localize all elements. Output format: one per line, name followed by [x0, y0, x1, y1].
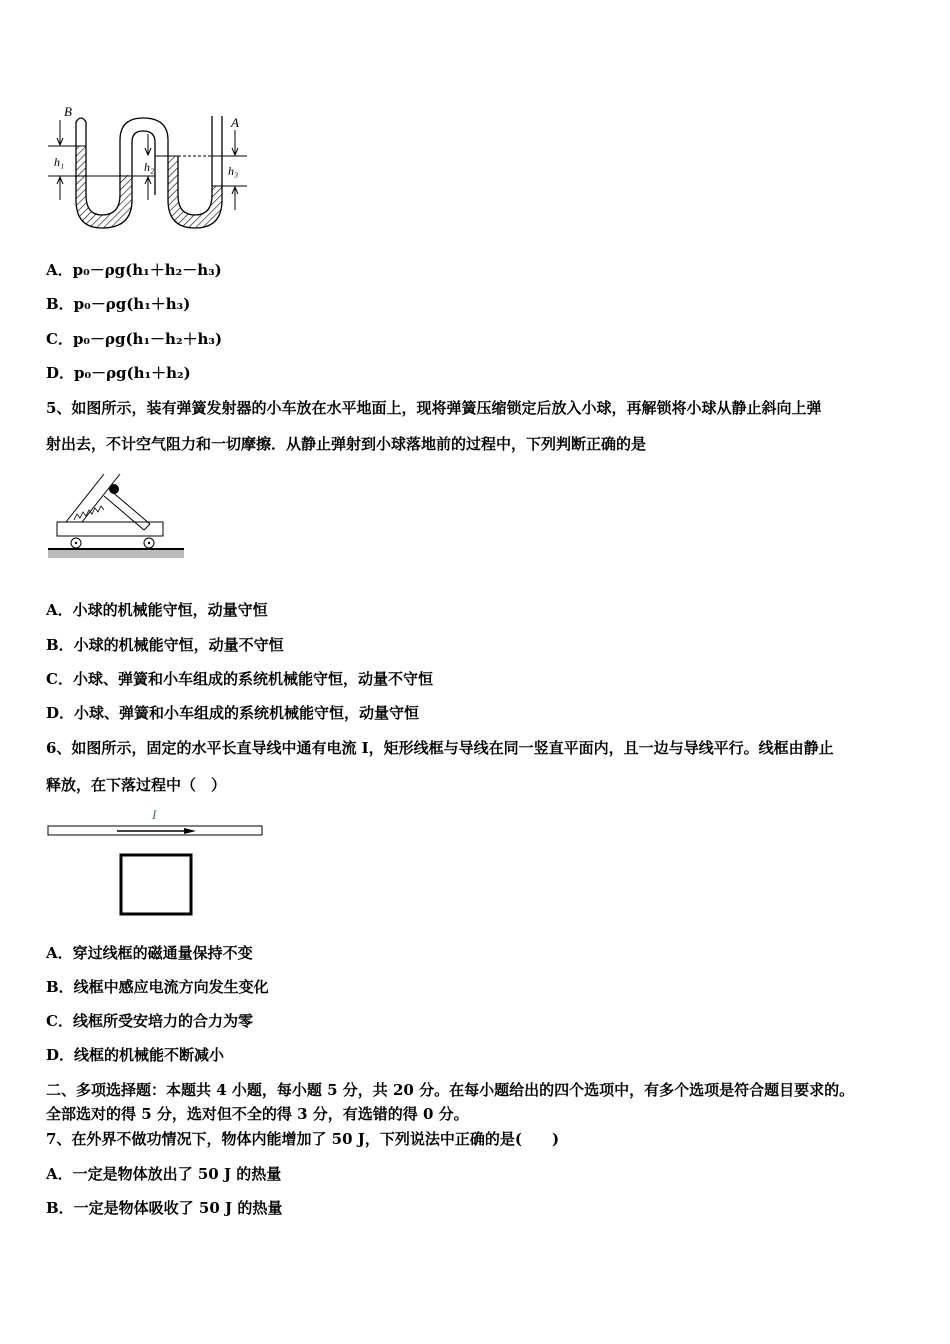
section2-heading-line2: 全部选对的得 5 分，选对但不全的得 3 分，有选错的得 0 分。 [46, 1105, 469, 1123]
label-h2: h₂ [144, 160, 155, 174]
u-tube-figure [40, 100, 260, 245]
spring-cart-figure [44, 466, 189, 561]
label-h3: h₃ [228, 164, 239, 178]
label-b: B [64, 104, 72, 119]
section2-heading-line1: 二、多项选择题：本题共 4 小题，每小题 5 分，共 20 分。在每小题给出的四个选项中，有多个选项是符合题目要求的。 [46, 1081, 855, 1099]
q6-stem-line2: 释放，在下落过程中（ ） [46, 776, 227, 794]
q4-option-a[interactable]: A．p₀－ρg(h₁＋h₂－h₃) [46, 261, 222, 279]
q5-option-d[interactable]: D．小球、弹簧和小车组成的系统机械能守恒，动量守恒 [46, 704, 420, 722]
label-h1: h₁ [54, 155, 65, 169]
label-a: A [231, 115, 239, 130]
q6-stem-line1: 6、如图所示，固定的水平长直导线中通有电流 I，矩形线框与导线在同一竖直平面内，且一边与导线平行。线框由静止 [46, 739, 834, 757]
q5-option-b[interactable]: B．小球的机械能守恒，动量不守恒 [46, 636, 284, 654]
q6-option-d[interactable]: D．线框的机械能不断减小 [46, 1046, 225, 1064]
q5-stem-line1: 5、如图所示，装有弹簧发射器的小车放在水平地面上，现将弹簧压缩锁定后放入小球，再解锁将小球从静止斜向上弹 [46, 399, 822, 417]
q5-option-c[interactable]: C．小球、弹簧和小车组成的系统机械能守恒，动量不守恒 [46, 670, 433, 688]
current-label: I [152, 807, 157, 822]
q4-option-c[interactable]: C．p₀－ρg(h₁－h₂＋h₃) [46, 330, 223, 348]
q7-stem: 7、在外界不做功情况下，物体内能增加了 50 J，下列说法中正确的是( ) [46, 1130, 560, 1148]
q4-option-b[interactable]: B．p₀－ρg(h₁＋h₃) [46, 295, 191, 313]
q6-option-a[interactable]: A．穿过线框的磁通量保持不变 [46, 944, 253, 962]
q7-option-a[interactable]: A．一定是物体放出了 50 J 的热量 [46, 1165, 282, 1183]
q4-option-d[interactable]: D．p₀－ρg(h₁＋h₂) [46, 364, 191, 382]
q5-stem-line2: 射出去，不计空气阻力和一切摩擦．从静止弹射到小球落地前的过程中，下列判断正确的是 [46, 435, 647, 453]
wire-loop-figure [44, 804, 269, 919]
q7-option-b[interactable]: B．一定是物体吸收了 50 J 的热量 [46, 1199, 283, 1217]
q6-option-b[interactable]: B．线框中感应电流方向发生变化 [46, 978, 269, 996]
q6-option-c[interactable]: C．线框所受安培力的合力为零 [46, 1012, 253, 1030]
q5-option-a[interactable]: A．小球的机械能守恒，动量守恒 [46, 601, 268, 619]
